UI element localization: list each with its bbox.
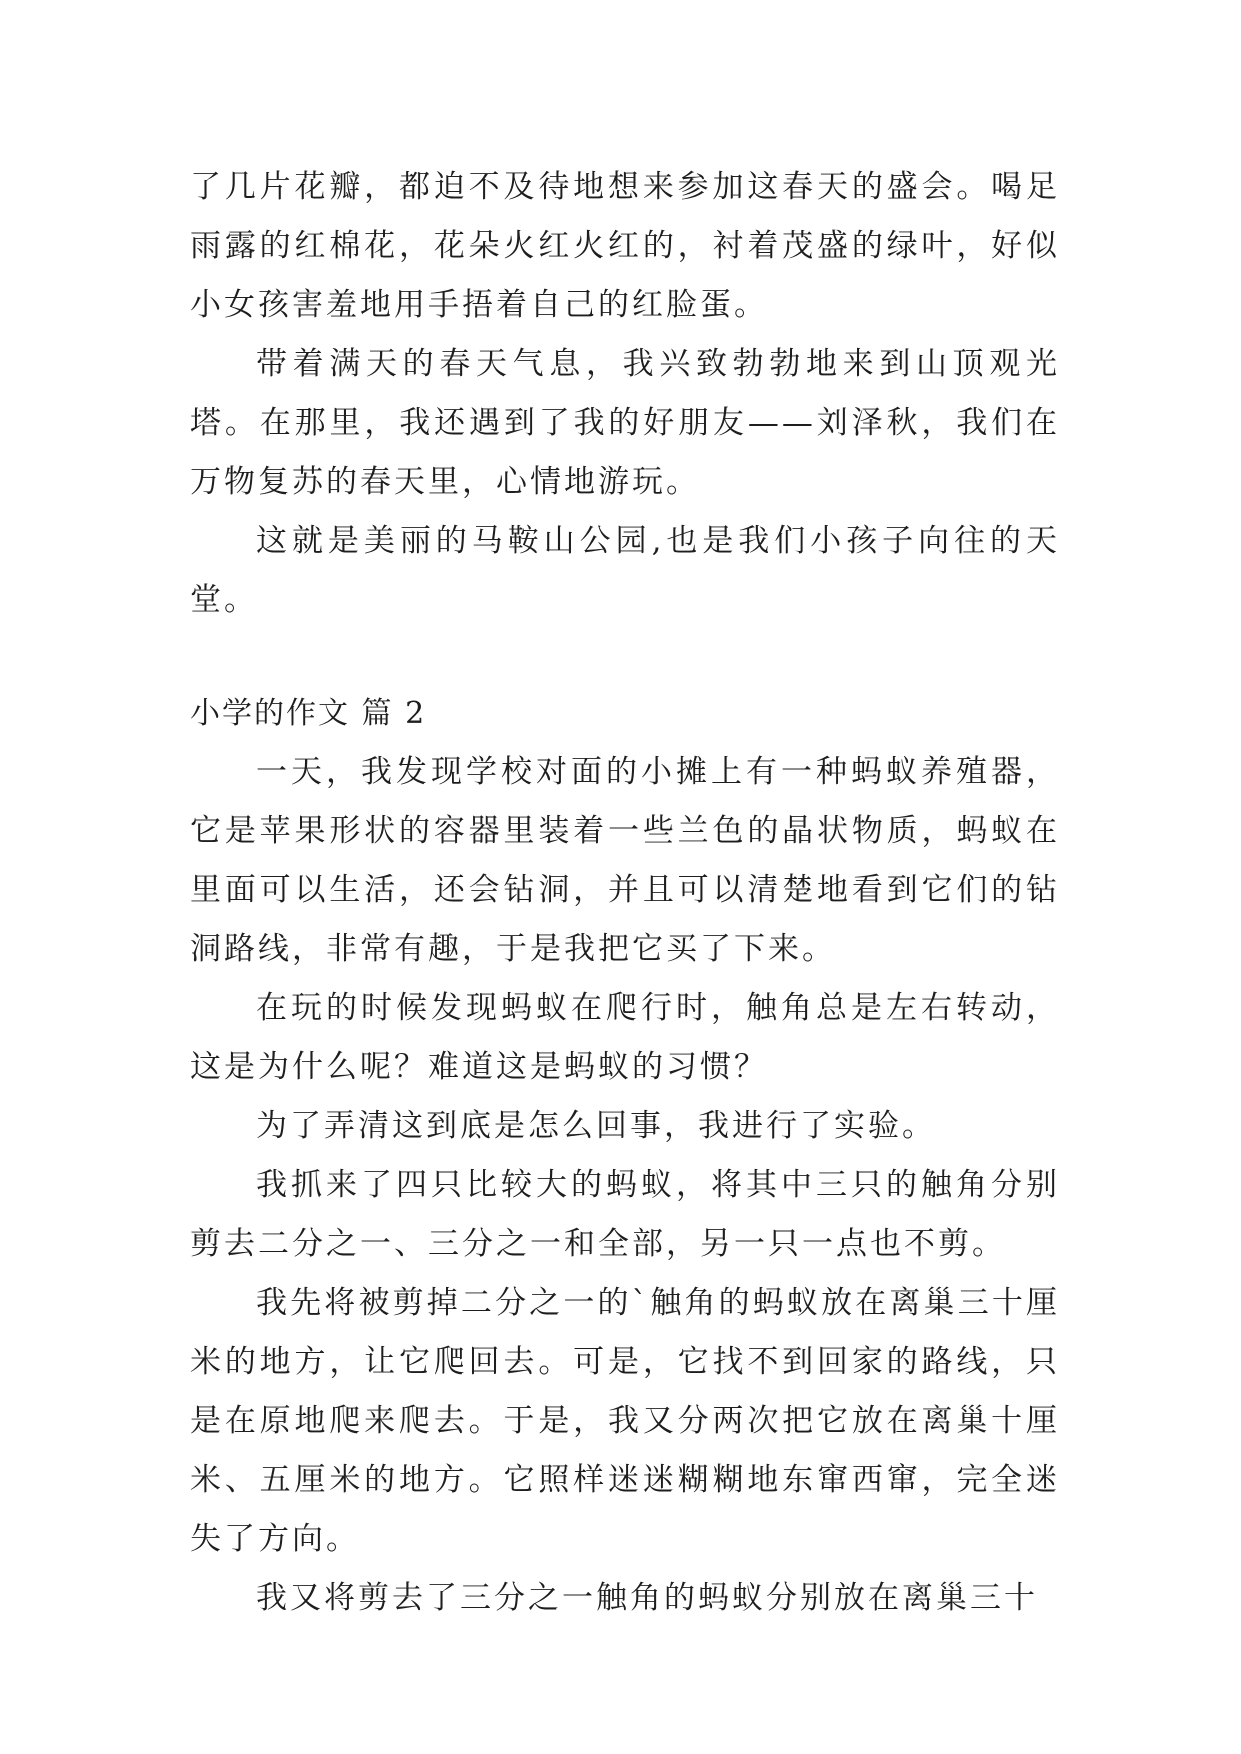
paragraph: 我先将被剪掉二分之一的`触角的蚂蚁放在离巢三十厘米的地方，让它爬回去。可是，它找不到回家的路线，只是在原地爬来爬去。于是，我又分两次把它放在离巢十厘米、五厘米的地方。它照样迷迷糊糊地东窜西窜，完全迷失了方向。 [190,1285,1060,1557]
paragraph: 为了弄清这到底是怎么回事，我进行了实验。 [256,1108,936,1144]
paragraph: 这就是美丽的马鞍山公园,也是我们小孩子向往的天堂。 [190,523,1060,618]
paragraph: 我又将剪去了三分之一触角的蚂蚁分别放在离巢三十 [256,1580,1038,1616]
paragraph-continued: 了几片花瓣，都迫不及待地想来参加这春天的盛会。喝足雨露的红棉花，花朵火红火红的，衬着茂盛的绿叶，好似小女孩害羞地用手捂着自己的红脸蛋。 [190,169,1060,323]
document-body [190,158,1060,1628]
section-heading: 小学的作文 篇 2 [190,696,427,731]
paragraph: 一天，我发现学校对面的小摊上有一种蚂蚁养殖器，它是苹果形状的容器里装着一些兰色的晶状物质，蚂蚁在里面可以生活，还会钻洞，并且可以清楚地看到它们的钻洞路线，非常有趣，于是我把它买了下来。 [190,754,1060,967]
paragraph: 我抓来了四只比较大的蚂蚁，将其中三只的触角分别剪去二分之一、三分之一和全部，另一只一点也不剪。 [190,1167,1060,1262]
paragraph: 带着满天的春天气息，我兴致勃勃地来到山顶观光塔。在那里，我还遇到了我的好朋友——刘泽秋，我们在万物复苏的春天里，心情地游玩。 [190,346,1060,500]
paragraph: 在玩的时候发现蚂蚁在爬行时，触角总是左右转动，这是为什么呢？难道这是蚂蚁的习惯？ [190,990,1060,1085]
